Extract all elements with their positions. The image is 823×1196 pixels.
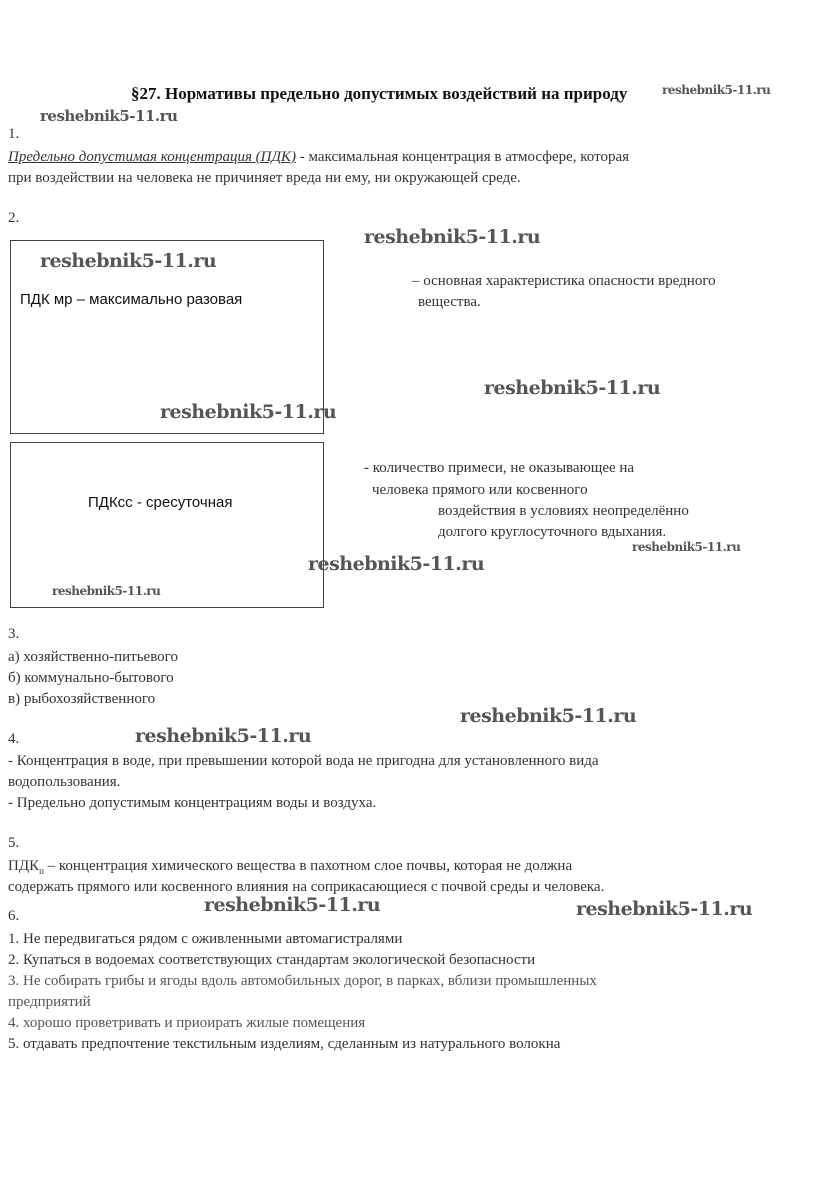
watermark: reshebnik5-11.ru <box>632 540 741 554</box>
watermark: reshebnik5-11.ru <box>135 725 312 747</box>
section-2-number: 2. <box>8 210 20 226</box>
list-item: а) хозяйственно-питьевого <box>8 649 178 665</box>
pdk-ss-desc-line3: воздействия в условиях неопределённо <box>438 503 689 519</box>
section-5-line2: содержать прямого или косвенного влияния на соприкасающиеся с почвой среды и человека. <box>8 879 605 895</box>
section-4-line3: - Предельно допустимым концентрациям воды и воздуха. <box>8 795 377 811</box>
pdk-term: Предельно допустимая концентрация (ПДК) <box>8 149 297 165</box>
watermark: reshebnik5-11.ru <box>364 226 541 248</box>
list-item: предприятий <box>8 994 91 1010</box>
section-1-number: 1. <box>8 126 20 142</box>
list-item: 1. Не передвигаться рядом с оживленными автомагистралями <box>8 931 403 947</box>
watermark: reshebnik5-11.ru <box>40 107 178 125</box>
pdk-ss-desc-line4: долгого круглосуточного вдыхания. <box>438 524 667 540</box>
pdk-ss-label: ПДКсс - сресуточная <box>88 494 233 511</box>
page-title: §27. Нормативы предельно допустимых воздействий на природу <box>131 84 628 103</box>
watermark: reshebnik5-11.ru <box>460 705 637 727</box>
pdk-mr-label: ПДК мр – максимально разовая <box>20 291 243 308</box>
list-item: 2. Купаться в водоемах соответствующих стандартам экологической безопасности <box>8 952 536 968</box>
pdk-ss-desc-line1: - количество примеси, не оказывающее на <box>364 460 635 476</box>
pdk-p-subscript: п <box>39 866 44 876</box>
pdk-mr-desc-line2: вещества. <box>418 294 481 310</box>
watermark: reshebnik5-11.ru <box>484 377 661 399</box>
section-3-number: 3. <box>8 626 20 642</box>
list-item: в) рыбохозяйственного <box>8 691 156 707</box>
watermark: reshebnik5-11.ru <box>204 894 381 916</box>
section-4-number: 4. <box>8 731 20 747</box>
watermark: reshebnik5-11.ru <box>576 898 753 920</box>
list-item: 3. Не собирать грибы и ягоды вдоль автомобильных дорог, в парках, вблизи промышленных <box>8 973 597 989</box>
watermark: reshebnik5-11.ru <box>52 584 161 598</box>
watermark: reshebnik5-11.ru <box>160 401 337 423</box>
watermark: reshebnik5-11.ru <box>308 553 485 575</box>
pdk-p-term: ПДК <box>8 858 40 874</box>
watermark: reshebnik5-11.ru <box>40 250 217 272</box>
section-1-line2: при воздействии на человека не причиняет вреда ни ему, ни окружающей среде. <box>8 170 521 186</box>
list-item: б) коммунально-бытового <box>8 670 174 686</box>
pdk-p-definition: – концентрация химического вещества в пахотном слое почвы, которая не должна <box>43 858 573 874</box>
section-4-line2: водопользования. <box>8 774 121 790</box>
list-item: 4. хорошо проветривать и приоирать жилые помещения <box>8 1015 366 1031</box>
pdk-mr-desc-line1: – основная характеристика опасности вредного <box>412 273 716 289</box>
section-6-number: 6. <box>8 908 20 924</box>
section-1-line1 <box>8 147 629 168</box>
section-5-number: 5. <box>8 835 20 851</box>
list-item: 5. отдавать предпочтение текстильным изделиям, сделанным из натурального волокна <box>8 1036 561 1052</box>
watermark: reshebnik5-11.ru <box>662 83 771 97</box>
pdk-definition: - максимальная концентрация в атмосфере, которая <box>296 149 630 165</box>
pdk-ss-desc-line2: человека прямого или косвенного <box>372 482 588 498</box>
section-4-line1: - Концентрация в воде, при превышении которой вода не пригодна для установленного вида <box>8 753 599 769</box>
